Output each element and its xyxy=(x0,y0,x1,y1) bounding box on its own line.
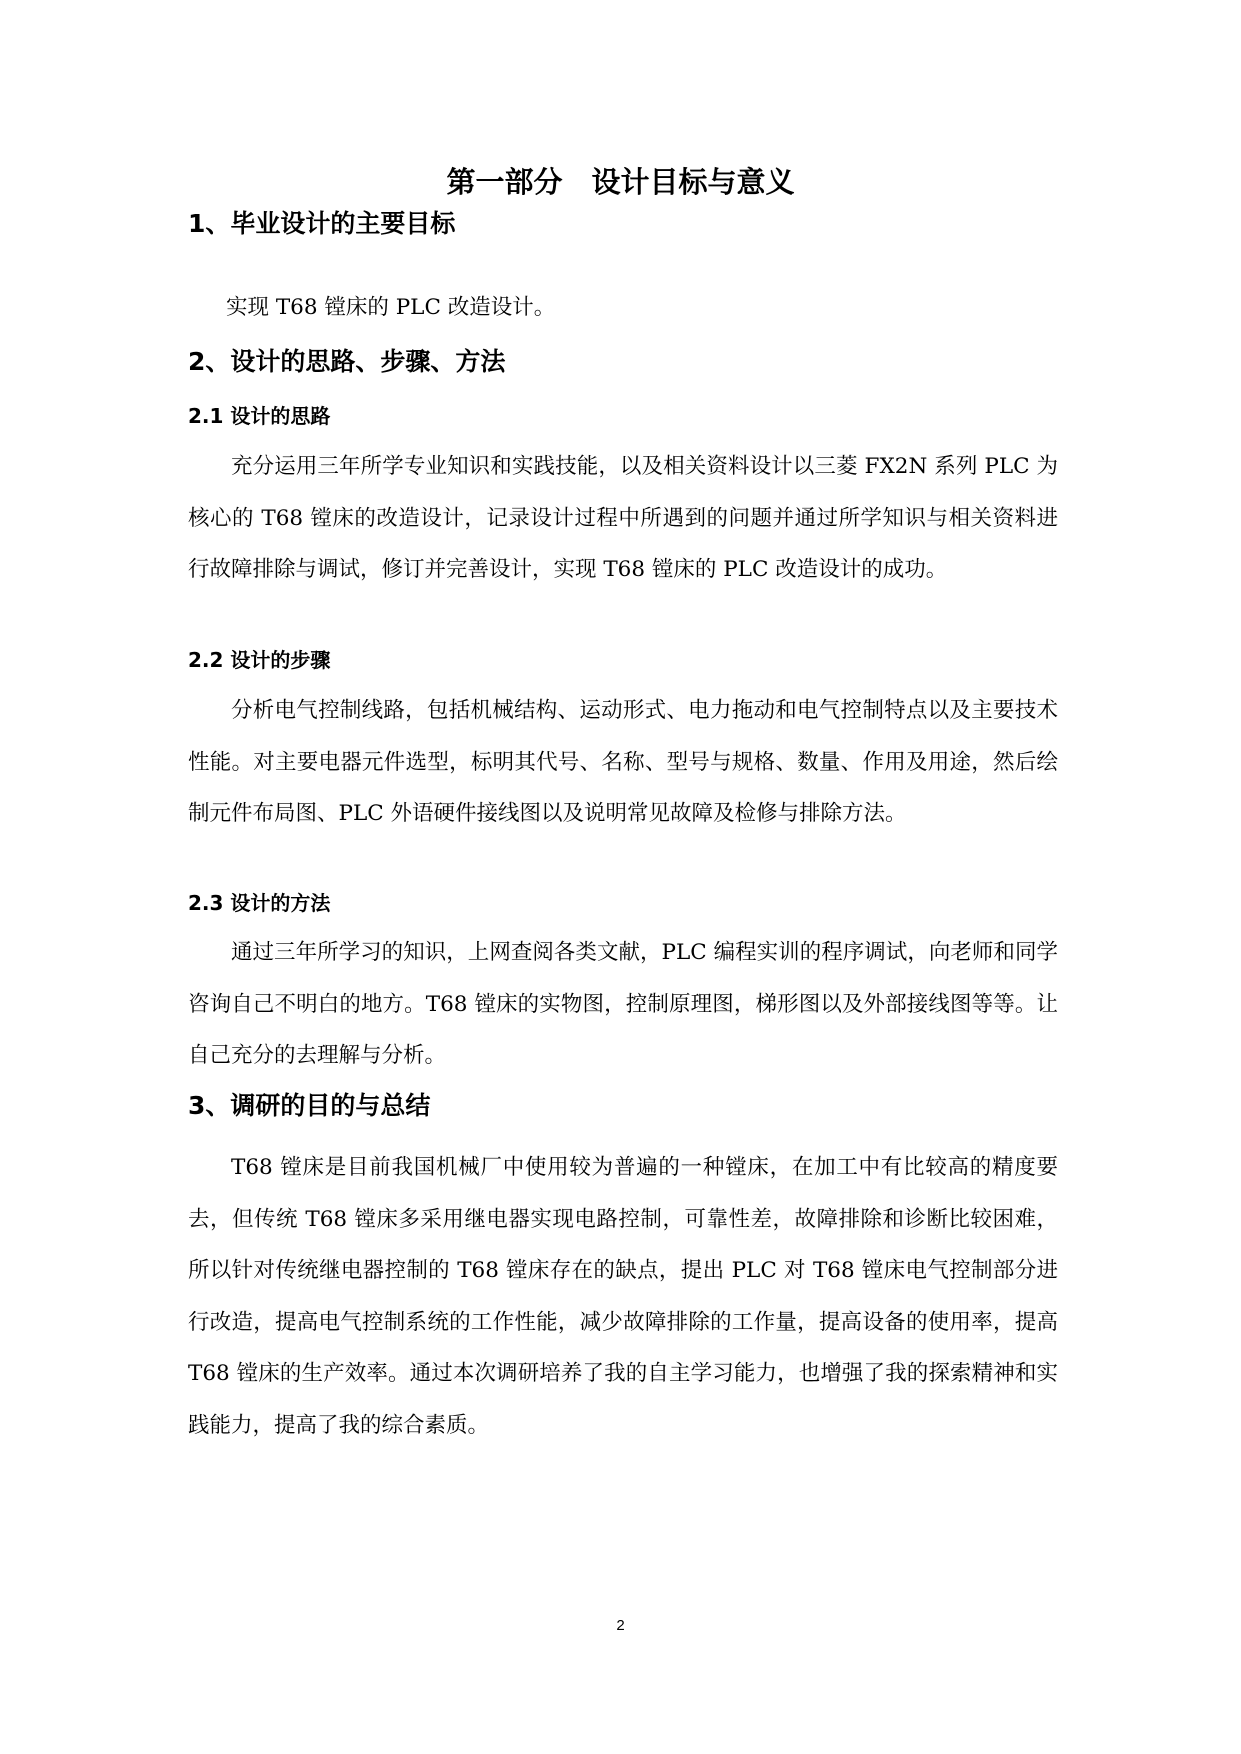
subsection-heading-2-1: 2.1 设计的思路 xyxy=(188,404,331,428)
section-1-body: 实现 T68 镗床的 PLC 改造设计。 xyxy=(226,295,556,320)
section-heading-3: 3、调研的目的与总结 xyxy=(188,1091,431,1120)
page-number: 2 xyxy=(616,1617,625,1634)
section-3-body: T68 镗床是目前我国机械厂中使用较为普遍的一种镗床，在加工中有比较高的精度要去，但传统 T68 镗床多采用继电器实现电路控制，可靠性差，故障排除和诊断比较困难，所以针对传统继电器控制的 T68 镗床存在的缺点，提出 PLC 对 T68 镗床电气控制部分进行改造，提高电气控制系统的工作性能，减少故障排除的工作量，提高设备的使用率，提高 T68 镗床的生产效率。通过本次调研培养了我的自主学习能力，也增强了我的探索精神和实践能力，提高了我的综合素质。 xyxy=(188,1155,1058,1438)
subsection-2-2-body: 分析电气控制线路，包括机械结构、运动形式、电力拖动和电气控制特点以及主要技术性能。对主要电器元件选型，标明其代号、名称、型号与规格、数量、作用及用途，然后绘制元件布局图、PLC 外语硬件接线图以及说明常见故障及检修与排除方法。 xyxy=(188,698,1058,826)
section-heading-2: 2、设计的思路、步骤、方法 xyxy=(188,347,506,376)
page-title: 第一部分 设计目标与意义 xyxy=(446,165,795,199)
subsection-heading-2-3: 2.3 设计的方法 xyxy=(188,891,331,915)
subsection-2-3-body: 通过三年所学习的知识，上网查阅各类文献，PLC 编程实训的程序调试，向老师和同学咨询自己不明白的地方。T68 镗床的实物图，控制原理图，梯形图以及外部接线图等等。让自己充分的去理解与分析。 xyxy=(188,940,1058,1068)
subsection-heading-2-2: 2.2 设计的步骤 xyxy=(188,648,331,672)
section-heading-1: 1、毕业设计的主要目标 xyxy=(188,209,456,238)
subsection-2-1-body: 充分运用三年所学专业知识和实践技能，以及相关资料设计以三菱 FX2N 系列 PLC 为核心的 T68 镗床的改造设计，记录设计过程中所遇到的问题并通过所学知识与相关资料进行故障排除与调试，修订并完善设计，实现 T68 镗床的 PLC 改造设计的成功。 xyxy=(188,454,1058,582)
